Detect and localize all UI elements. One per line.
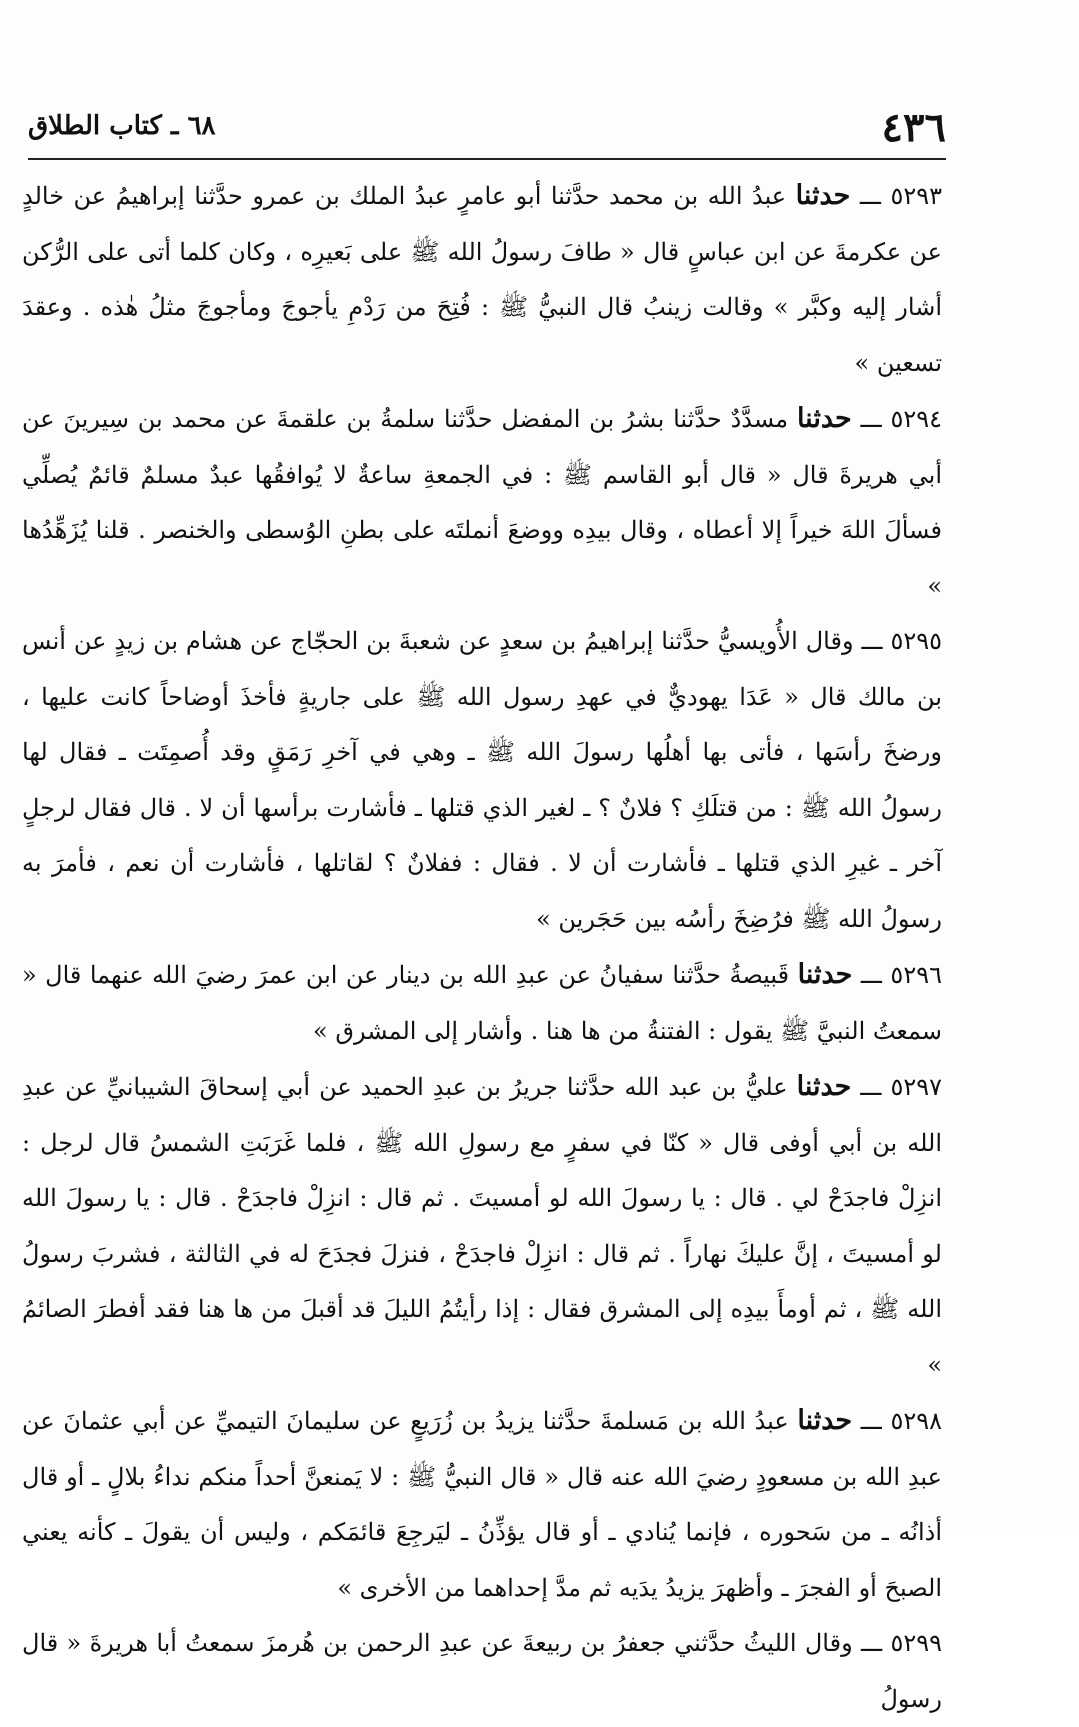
hadith-number: ٥٢٩٤	[890, 405, 943, 433]
page-header	[28, 100, 946, 156]
hadith-5293: ٥٢٩٣ ـــ حدثنا عبدُ الله بن محمد حدَّثنا أبو عامرٍ عبدُ الملك بن عمرو حدَّثنا إبراهيمُ عن خالدٍ عن عكرمةَ عن ابن عباسٍ قال « طافَ رسولُ الله ﷺ على بَعيرِه ، وكان كلما أتى على الرُّكن أشار إليه وكبَّر » وقالت زينبُ قال النبيُّ ﷺ : فُتِحَ من رَدْمِ يأجوجَ ومأجوجَ مثلُ هٰذه . وعقدَ تسعين »	[22, 180, 942, 377]
hadith-opener: حدثنا	[797, 1405, 853, 1436]
hadith-number: ٥٢٩٥	[890, 627, 942, 655]
hadith-number: ٥٢٩٦	[890, 961, 942, 989]
hadith-opener: حدثنا	[796, 1071, 852, 1102]
chapter-title: ٦٨ ـ كتاب الطلاق	[28, 111, 216, 141]
page-number: ٤٣٦	[881, 104, 946, 151]
hadith-5294: ٥٢٩٤ ـــ حدثنا مسدَّدٌ حدَّثنا بشرُ بن المفضل حدَّثنا سلمةُ بن علقمةَ عن محمد بن سِيرينَ عن أبي هريرةَ قال « قال أبو القاسم ﷺ : في الجمعةِ ساعةٌ لا يُوافقُها عبدٌ مسلمٌ قائمٌ يُصلِّي فسألَ اللهَ خيراً إلا أعطاه ، وقال بيدِه ووضعَ أنملتَه على بطنِ الوُسطى والخنصر . قلنا يُزَهِّدُها »	[22, 403, 943, 600]
body-text	[22, 168, 942, 1727]
hadith-text: عبدُ الله بن محمد حدَّثنا أبو عامرٍ عبدُ الملك بن عمرو حدَّثنا إبراهيمُ عن خالدٍ عن عكرمةَ عن ابن عباسٍ قال « طافَ رسولُ الله ﷺ على بَعيرِه ، وكان كلما أتى على الرُّكن أشار إليه وكبَّر » وقالت زينبُ قال النبيُّ ﷺ : فُتِحَ من رَدْمِ يأجوجَ ومأجوجَ مثلُ هٰذه . وعقدَ تسعين »	[22, 182, 942, 377]
hadith-opener: حدثنا	[797, 959, 853, 990]
hadith-5299: ٥٢٩٩ ـــ وقال الليثُ حدَّثني جعفرُ بن ربيعةَ عن عبدِ الرحمن بن هُرمزَ سمعتُ أبا هريرةَ « قال رسولُ	[22, 1629, 943, 1713]
hadith-number: ٥٢٩٩	[890, 1629, 943, 1657]
hadith-text: عليُّ بن عبد الله حدَّثنا جريرُ بن عبدِ الحميد عن أبي إسحاقَ الشيبانيِّ عن عبدِ الله بن أبي أوفى قال « كنّا في سفرٍ مع رسولِ الله ﷺ ، فلما غَرَبَتِ الشمسُ قال لرجل : انزِلْ فاجدَحْ لي . قال : يا رسولَ الله لو أمسيتَ . ثم قال : انزِلْ فاجدَحْ . قال : يا رسولَ الله لو أمسيتَ ، إنَّ عليكَ نهاراً . ثم قال : انزِلْ فاجدَحْ ، فنزلَ فجدَحَ له في الثالثة ، فشربَ رسولُ الله ﷺ ، ثم أومأَ بيدِه إلى المشرق فقال : إذا رأيتُمُ الليلَ قد أقبلَ من ها هنا فقد أفطرَ الصائمُ »	[22, 1073, 942, 1379]
hadith-5298: ٥٢٩٨ ـــ حدثنا عبدُ الله بن مَسلمةَ حدَّثنا يزيدُ بن زُرَيعٍ عن سليمانَ التيميِّ عن أبي عثمانَ عن عبدِ الله بن مسعودٍ رضيَ الله عنه قال « قال النبيُّ ﷺ : لا يَمنعنَّ أحداً منكم نداءُ بلالٍ ـ أو قال أذانُه ـ من سَحوره ، فإنما يُنادي ـ أو قال يؤذِّنُ ـ ليَرجِعَ قائمَكم ، وليس أن يقولَ ـ كأنه يعني الصبحَ أو الفجرَ ـ وأظهرَ يزيدُ يدَيه ثم مدَّ إحداهما من الأخرى »	[22, 1405, 942, 1602]
hadith-text: وقال الليثُ حدَّثني جعفرُ بن ربيعةَ عن عبدِ الرحمن بن هُرمزَ سمعتُ أبا هريرةَ « قال رسولُ	[22, 1629, 942, 1713]
hadith-opener: حدثنا	[796, 403, 852, 434]
hadith-opener: حدثنا	[795, 180, 851, 211]
hadith-text: مسدَّدٌ حدَّثنا بشرُ بن المفضل حدَّثنا سلمةُ بن علقمةَ عن محمد بن سِيرينَ عن أبي هريرةَ قال « قال أبو القاسم ﷺ : في الجمعةِ ساعةٌ لا يُوافقُها عبدٌ مسلمٌ قائمٌ يُصلِّي فسألَ اللهَ خيراً إلا أعطاه ، وقال بيدِه ووضعَ أنملتَه على بطنِ الوُسطى والخنصر . قلنا يُزَهِّدُها »	[22, 405, 942, 600]
hadith-5297: ٥٢٩٧ ـــ حدثنا عليُّ بن عبد الله حدَّثنا جريرُ بن عبدِ الحميد عن أبي إسحاقَ الشيبانيِّ عن عبدِ الله بن أبي أوفى قال « كنّا في سفرٍ مع رسولِ الله ﷺ ، فلما غَرَبَتِ الشمسُ قال لرجل : انزِلْ فاجدَحْ لي . قال : يا رسولَ الله لو أمسيتَ . ثم قال : انزِلْ فاجدَحْ . قال : يا رسولَ الله لو أمسيتَ ، إنَّ عليكَ نهاراً . ثم قال : انزِلْ فاجدَحْ ، فنزلَ فجدَحَ له في الثالثة ، فشربَ رسولُ الله ﷺ ، ثم أومأَ بيدِه إلى المشرق فقال : إذا رأيتُمُ الليلَ قد أقبلَ من ها هنا فقد أفطرَ الصائمُ »	[22, 1071, 942, 1379]
header-rule	[28, 158, 946, 160]
hadith-5296: ٥٢٩٦ ـــ حدثنا قَبيصةُ حدَّثنا سفيانُ عن عبدِ الله بن دينار عن ابن عمرَ رضيَ الله عنهما قال « سمعتُ النبيَّ ﷺ يقول : الفتنةُ من ها هنا . وأشار إلى المشرق »	[22, 959, 942, 1045]
hadith-number: ٥٢٩٧	[890, 1073, 942, 1101]
hadith-text: وقال الأُويسيُّ حدَّثنا إبراهيمُ بن سعدٍ عن شعبةَ بن الحجّاج عن هشام بن زيدٍ عن أنس بن مالك قال « عَدَا يهوديٌّ في عهدِ رسول الله ﷺ على جاريةٍ فأخذَ أوضاحاً كانت عليها ، ورضخَ رأسَها ، فأتى بها أهلُها رسولَ الله ﷺ ـ وهي في آخرِ رَمَقٍ وقد أُصمِتَت ـ فقال لها رسولُ الله ﷺ : من قتلَكِ ؟ فلانٌ ؟ ـ لغير الذي قتلها ـ فأشارت برأسها أن لا . قال فقال لرجلٍ آخر ـ غيرِ الذي قتلها ـ فأشارت أن لا . فقال : ففلانٌ ؟ لقاتلها ، فأشارت أن نعم ، فأمرَ به رسولُ الله ﷺ فرُضِخَ رأسُه بين حَجَرين »	[22, 627, 943, 933]
hadith-text: عبدُ الله بن مَسلمةَ حدَّثنا يزيدُ بن زُرَيعٍ عن سليمانَ التيميِّ عن أبي عثمانَ عن عبدِ الله بن مسعودٍ رضيَ الله عنه قال « قال النبيُّ ﷺ : لا يَمنعنَّ أحداً منكم نداءُ بلالٍ ـ أو قال أذانُه ـ من سَحوره ، فإنما يُنادي ـ أو قال يؤذِّنُ ـ ليَرجِعَ قائمَكم ، وليس أن يقولَ ـ كأنه يعني الصبحَ أو الفجرَ ـ وأظهرَ يزيدُ يدَيه ثم مدَّ إحداهما من الأخرى »	[22, 1407, 942, 1602]
hadith-5295: ٥٢٩٥ ـــ وقال الأُويسيُّ حدَّثنا إبراهيمُ بن سعدٍ عن شعبةَ بن الحجّاج عن هشام بن زيدٍ عن أنس بن مالك قال « عَدَا يهوديٌّ في عهدِ رسول الله ﷺ على جاريةٍ فأخذَ أوضاحاً كانت عليها ، ورضخَ رأسَها ، فأتى بها أهلُها رسولَ الله ﷺ ـ وهي في آخرِ رَمَقٍ وقد أُصمِتَت ـ فقال لها رسولُ الله ﷺ : من قتلَكِ ؟ فلانٌ ؟ ـ لغير الذي قتلها ـ فأشارت برأسها أن لا . قال فقال لرجلٍ آخر ـ غيرِ الذي قتلها ـ فأشارت أن لا . فقال : ففلانٌ ؟ لقاتلها ، فأشارت أن نعم ، فأمرَ به رسولُ الله ﷺ فرُضِخَ رأسُه بين حَجَرين »	[22, 627, 943, 933]
hadith-text: قَبيصةُ حدَّثنا سفيانُ عن عبدِ الله بن دينار عن ابن عمرَ رضيَ الله عنهما قال « سمعتُ النبيَّ ﷺ يقول : الفتنةُ من ها هنا . وأشار إلى المشرق »	[22, 961, 942, 1045]
hadith-number: ٥٢٩٣	[890, 182, 942, 210]
hadith-number: ٥٢٩٨	[890, 1407, 942, 1435]
